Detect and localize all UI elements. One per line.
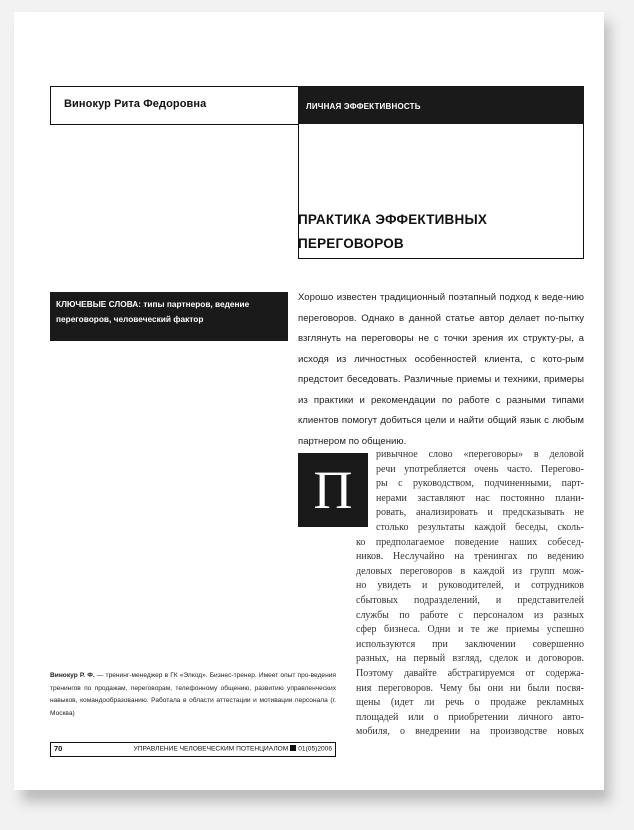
body-line: ко предполагаемое поведение наших собесед- bbox=[356, 536, 584, 548]
author-name: Винокур Рита Федоровна bbox=[64, 98, 207, 110]
body-line: деловых переговоров в каждой из групп мож- bbox=[356, 565, 584, 577]
magazine-page bbox=[14, 12, 604, 790]
body-line: ников. Неслучайно на тренингах по ведению bbox=[356, 551, 584, 563]
body-line: службы по работе с персоналом из разных bbox=[356, 609, 584, 621]
body-line: сбытовых подразделений, и представителей bbox=[356, 594, 584, 606]
drop-cap: П bbox=[298, 453, 368, 527]
body-line: используются при заключении совершенно bbox=[356, 638, 584, 650]
body-line: столько результаты каждой беседы, сколь- bbox=[376, 521, 584, 533]
keywords-box bbox=[50, 292, 288, 341]
title-line-2: ПЕРЕГОВОРОВ bbox=[298, 236, 404, 251]
header-frame-bottom bbox=[298, 258, 584, 259]
keywords-label: КЛЮЧЕВЫЕ СЛОВА: bbox=[56, 299, 142, 309]
page-number: 70 bbox=[54, 744, 63, 753]
square-bullet-icon bbox=[290, 745, 296, 751]
body-line: но увидеть и руководителей, и сотрудников bbox=[356, 580, 584, 592]
body-line: разных, на первый взгляд, сделок и договоров. bbox=[356, 653, 584, 665]
body-line: ния переговоров. Чему бы они ни были посвя- bbox=[356, 682, 584, 694]
body-line: щены (идет ли речь о продаже рекламных bbox=[356, 697, 584, 709]
title-line-1: ПРАКТИКА ЭФФЕКТИВНЫХ bbox=[298, 212, 488, 227]
body-line: площадей или о приобретении личного авто- bbox=[356, 711, 584, 723]
body-line: ривычное слово «переговоры» в деловой bbox=[376, 449, 584, 460]
journal-issue: 01(05)2006 bbox=[298, 745, 332, 753]
author-bio-text: — тренинг-менеджер в ГК «Элкод». Бизнес-тренер. Имеет опыт про-ведения тренингов по продажам, переговорам, телефонному общению, развитию управленческих навыков, командообразованию. Работала в области аттестации и мотивации персонала (г. Москва) bbox=[50, 672, 336, 717]
header-frame-left bbox=[50, 86, 51, 124]
body-line: сфер бизнеса. Одни и те же приемы успешно bbox=[356, 624, 584, 636]
body-line: Поэтому давайте абстрагируемся от содержа- bbox=[356, 667, 584, 679]
body-line: речи употребляется очень часто. Перегово- bbox=[376, 463, 584, 475]
article-abstract: Хорошо известен традиционный поэтапный подход к веде-нию переговоров. Однако в данной статье автор делает по-пытку взглянуть на переговоры не с точки зрения их структу-ры, а исходя из личностных особенностей клиента, с кото-рым предстоит беседовать. Различные приемы и техники, примеры из практики и рекомендации по работе с разными типами клиентов помогут добиться цели и найти общий язык с любым партнером по общению. bbox=[298, 292, 584, 447]
author-bio bbox=[50, 670, 336, 720]
body-line: мобиля, о внедрении на производстве новых bbox=[356, 726, 584, 738]
rubric-label: ЛИЧНАЯ ЭФФЕКТИВНОСТЬ bbox=[306, 102, 421, 111]
page-footer bbox=[50, 742, 336, 757]
body-line: ровать, анализировать и предсказывать не bbox=[376, 507, 584, 519]
article-body bbox=[298, 448, 584, 740]
rubric-banner bbox=[298, 86, 584, 124]
body-line: ры с руководством, подчиненными, парт- bbox=[376, 478, 584, 490]
keywords-text: типы партнеров, ведение переговоров, человеческий фактор bbox=[56, 299, 250, 324]
journal-name: УПРАВЛЕНИЕ ЧЕЛОВЕЧЕСКИМ ПОТЕНЦИАЛОМ bbox=[133, 745, 289, 753]
journal-info bbox=[134, 745, 332, 753]
author-bio-name: Винокур Р. Ф. bbox=[50, 672, 95, 679]
body-line: нерами заставляют нас постоянно плани- bbox=[376, 492, 584, 504]
header-frame-middle bbox=[50, 124, 298, 125]
article-title bbox=[298, 208, 578, 256]
